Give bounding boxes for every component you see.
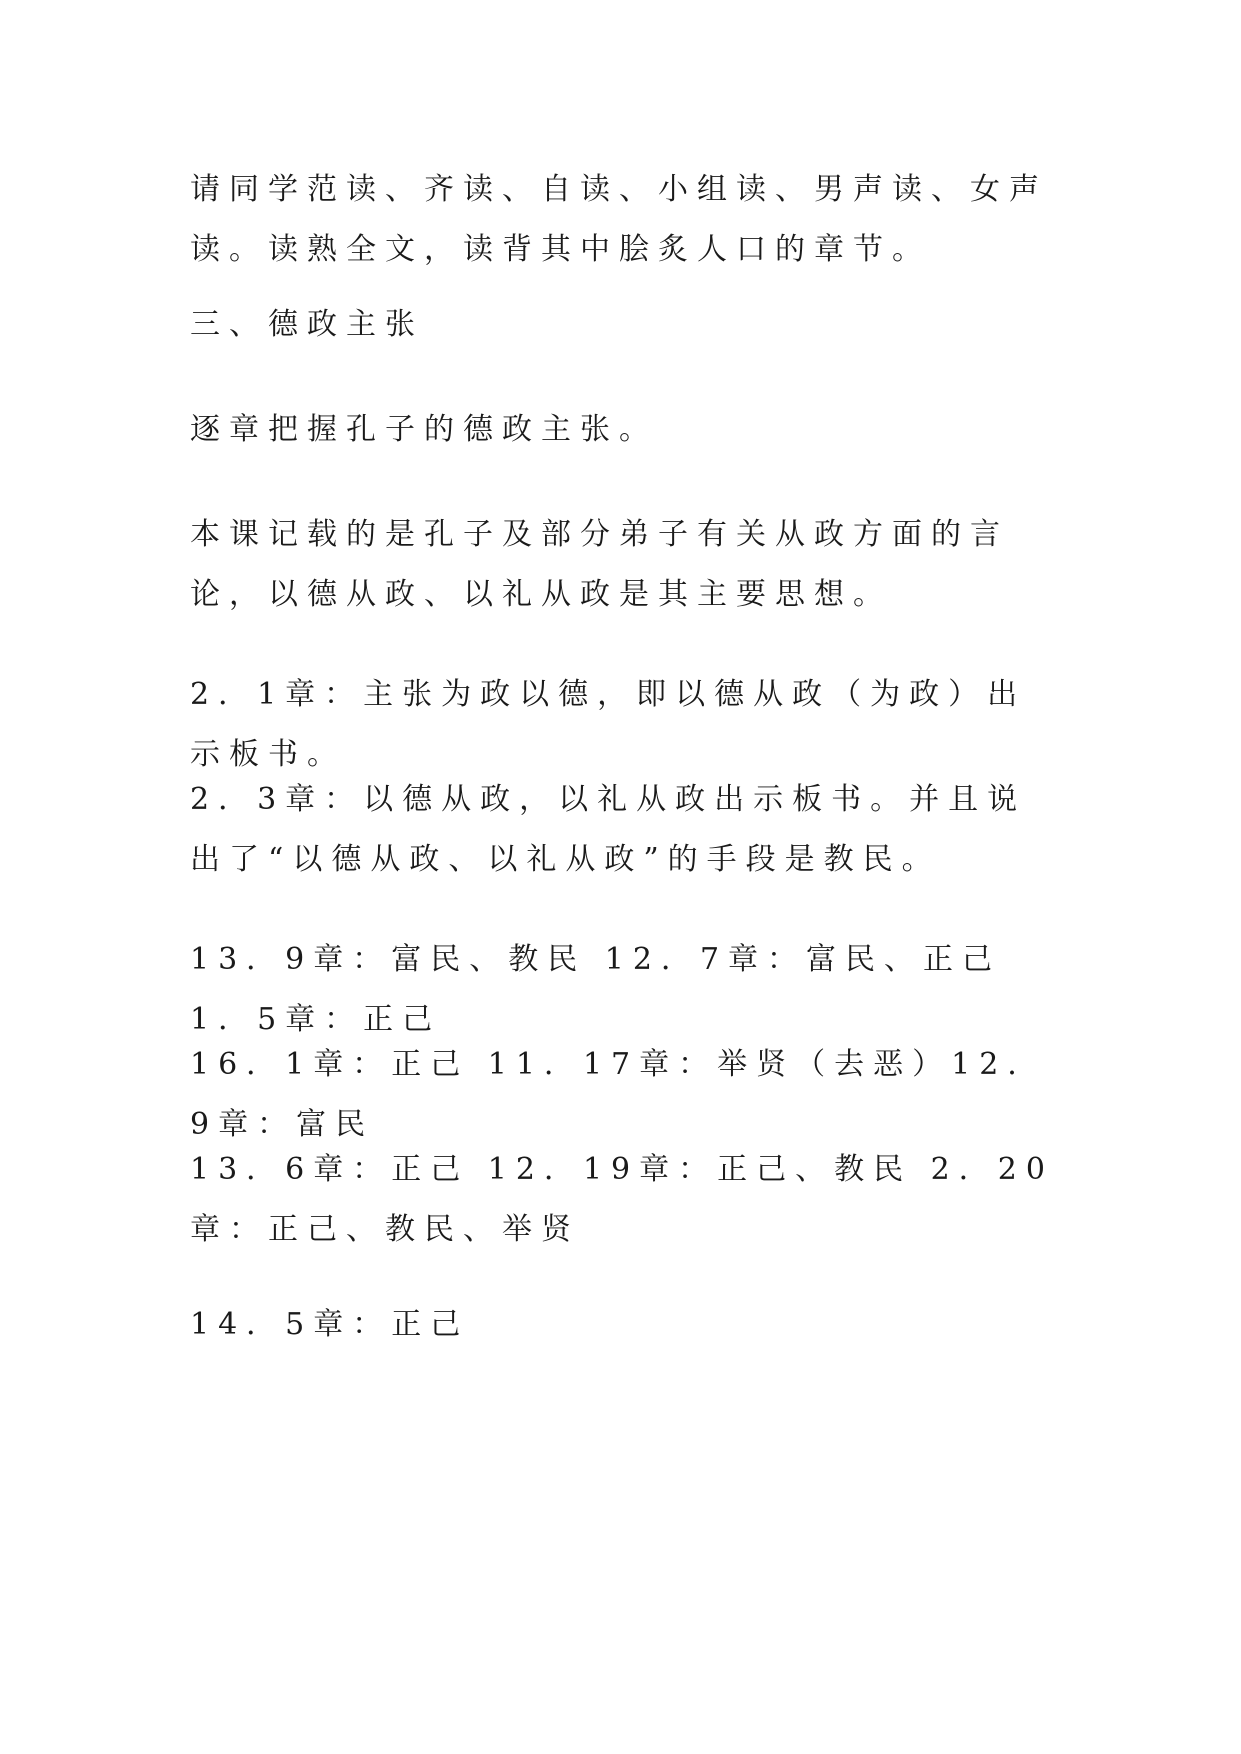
paragraph-chapter-list-1: 13．9章：富民、教民 12．7章：富民、正己 1．5章：正己 <box>190 942 1002 1037</box>
paragraph-chapter-2-3: 2．3章：以德从政，以礼从政出示板书。并且说出了“以德从政、以礼从政”的手段是教民。 <box>190 782 1027 877</box>
paragraph-summary: 本课记载的是孔子及部分弟子有关从政方面的言论，以德从政、以礼从政是其主要思想。 <box>190 517 1009 612</box>
paragraph-intro: 逐章把握孔子的德政主张。 <box>190 412 658 447</box>
section-heading: 三、德政主张 <box>190 307 424 342</box>
paragraph-chapter-list-2: 16．1章：正己 11．17章：举贤（去恶）12．9章：富民 <box>190 1047 1047 1142</box>
paragraph-chapter-list-4: 14．5章：正己 <box>190 1307 470 1342</box>
paragraph-chapter-list-3: 13．6章：正己 12．19章：正己、教民 2．20章：正己、教民、举贤 <box>190 1152 1054 1247</box>
paragraph-chapter-2-1: 2．1章：主张为政以德，即以德从政（为政）出示板书。 <box>190 677 1027 772</box>
paragraph-reading-methods: 请同学范读、齐读、自读、小组读、男声读、女声读。读熟全文，读背其中脍炙人口的章节。 <box>190 172 1048 267</box>
